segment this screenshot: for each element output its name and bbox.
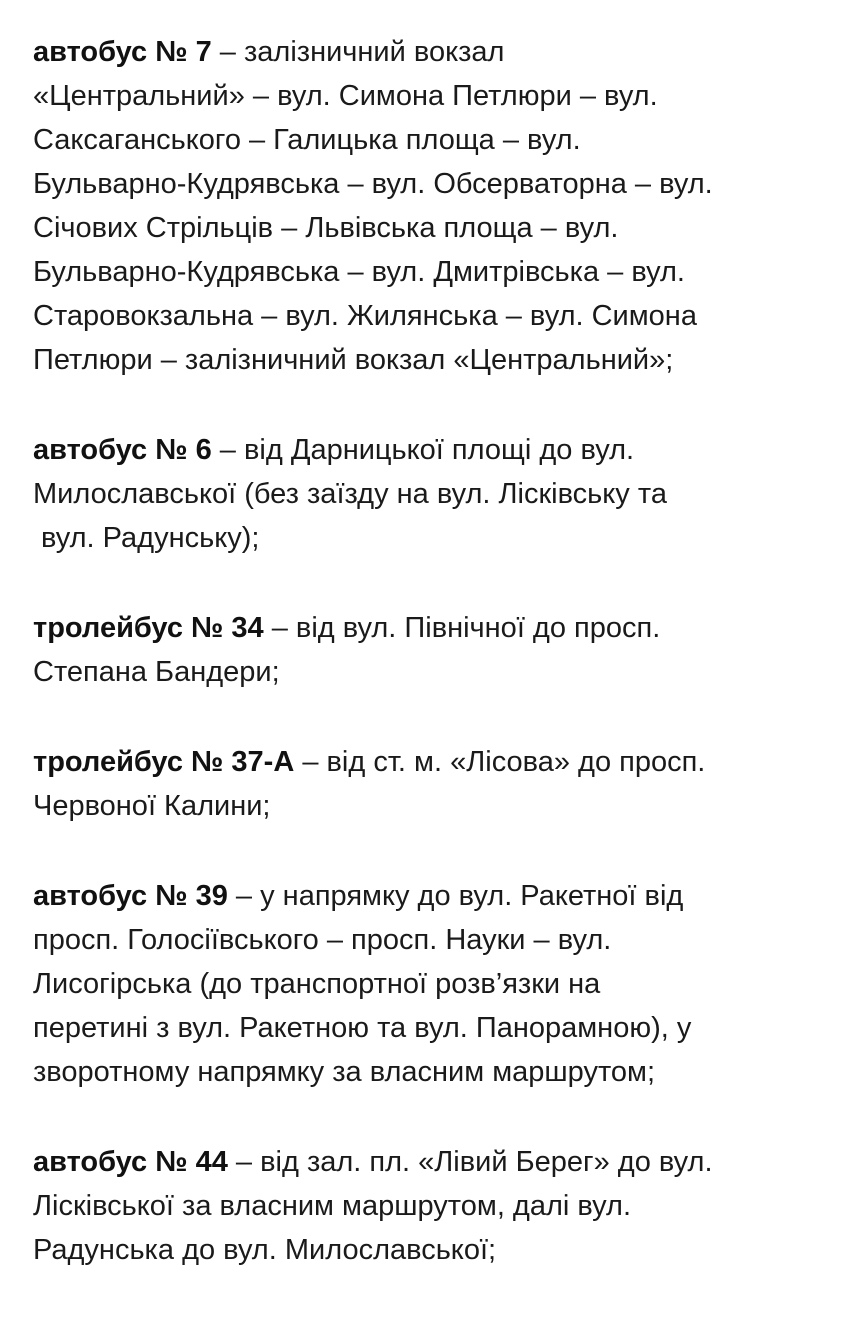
route-line: Старовокзальна – вул. Жилянська – вул. Симона	[33, 300, 697, 332]
route-label: автобус № 44	[33, 1146, 228, 1178]
route-entry-trolleybus-34	[33, 606, 843, 694]
route-entry-bus-6	[33, 428, 843, 560]
route-line: Петлюри – залізничний вокзал «Центральний»;	[33, 344, 674, 376]
route-line: Бульварно-Кудрявська – вул. Дмитрівська – вул.	[33, 256, 685, 288]
route-label: автобус № 39	[33, 880, 228, 912]
route-label: тролейбус № 37-А	[33, 746, 295, 778]
route-line: Червоної Калини;	[33, 790, 271, 822]
route-text: – від вул. Північної до просп.	[263, 612, 661, 644]
route-line: Степана Бандери;	[33, 656, 280, 688]
route-line: Січових Стрільців – Львівська площа – вул.	[33, 212, 619, 244]
route-line: Саксаганського – Галицька площа – вул.	[33, 124, 581, 156]
route-line: Лісківської за власним маршрутом, далі вул.	[33, 1190, 632, 1222]
route-line: просп. Голосіївського – просп. Науки – вул.	[33, 924, 612, 956]
route-line: «Центральний» – вул. Симона Петлюри – вул.	[33, 80, 658, 112]
route-line: вул. Радунську);	[41, 522, 260, 554]
route-label: тролейбус № 34	[33, 612, 264, 644]
route-line	[33, 874, 843, 918]
route-text: – у напрямку до вул. Ракетної від	[227, 880, 684, 912]
route-label: автобус № 7	[33, 36, 212, 68]
route-label: автобус № 6	[33, 434, 212, 466]
route-line: Бульварно-Кудрявська – вул. Обсерваторна – вул.	[33, 168, 713, 200]
route-line: перетині з вул. Ракетною та вул. Панорамною), у	[33, 1012, 692, 1044]
route-line	[33, 740, 843, 784]
route-line: Радунська до вул. Милославської;	[33, 1234, 497, 1266]
route-text: – від ст. м. «Лісова» до просп.	[294, 746, 706, 778]
route-text: – від зал. пл. «Лівий Берег» до вул.	[227, 1146, 713, 1178]
route-entry-bus-44	[33, 1140, 843, 1272]
route-text: – залізничний вокзал	[211, 36, 505, 68]
route-line	[33, 1140, 843, 1184]
route-text: – від Дарницької площі до вул.	[211, 434, 635, 466]
route-line: зворотному напрямку за власним маршрутом;	[33, 1056, 656, 1088]
route-entry-trolleybus-37a	[33, 740, 843, 828]
route-changes-document	[33, 30, 843, 1318]
route-line	[33, 606, 843, 650]
route-line: Лисогірська (до транспортної розв’язки на	[33, 968, 601, 1000]
route-entry-bus-7	[33, 30, 843, 382]
route-line: Милославської (без заїзду на вул. Лісківську та	[33, 478, 667, 510]
route-entry-bus-39	[33, 874, 843, 1094]
route-line	[33, 30, 843, 74]
route-line	[33, 428, 843, 472]
